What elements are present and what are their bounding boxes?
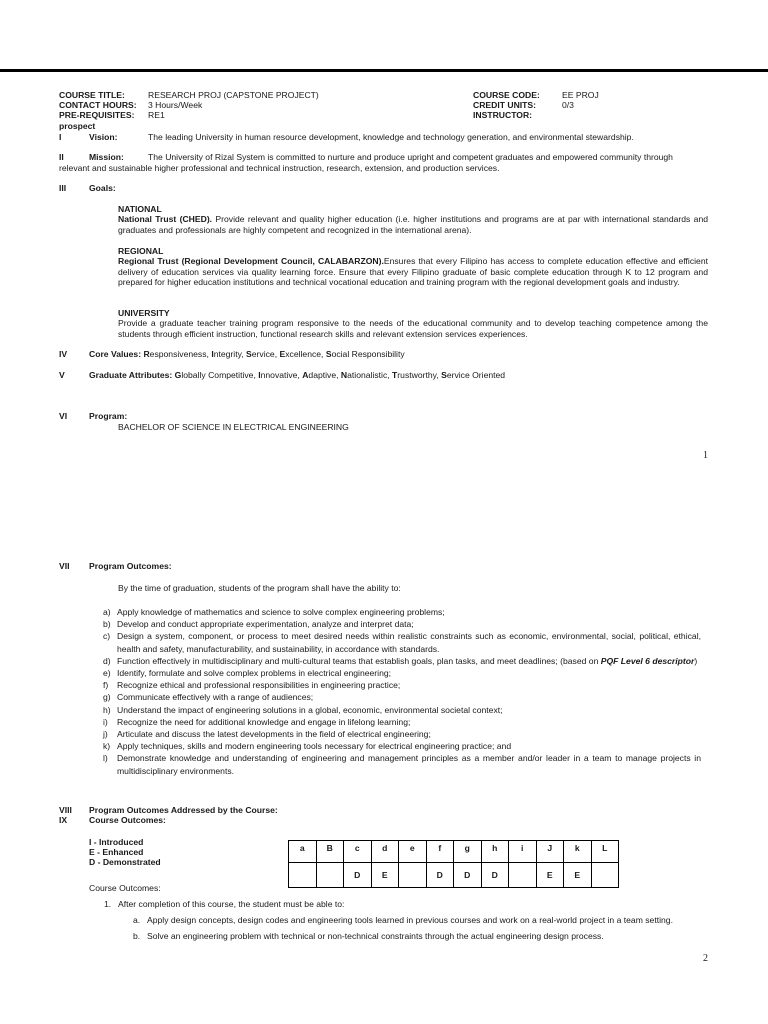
program-name: BACHELOR OF SCIENCE IN ELECTRICAL ENGINEERING <box>118 422 349 432</box>
table-cell: E <box>536 863 564 888</box>
table-cell: E <box>371 863 399 888</box>
table-header-cell: a <box>289 841 317 863</box>
program-title: Program: <box>89 411 128 421</box>
table-header-cell: L <box>591 841 619 863</box>
course-outcome-mark: b. <box>133 931 141 941</box>
prereq-label: PRE-REQUISITES: <box>59 110 135 120</box>
header-rule <box>0 69 768 72</box>
course-outcome-a: Apply design concepts, design codes and engineering tools learned in previous courses and work on a real-world project in a team setting. <box>147 915 673 925</box>
grad-attr-item: Globally Competitive <box>174 370 254 380</box>
table-cell <box>399 863 427 888</box>
core-values-number: IV <box>59 349 68 359</box>
mission-title: Mission: <box>89 152 124 162</box>
list-item: c) Design a system, component, or process to meet desired needs within realistic constraints such as economic, environmental, social, political, ethical, health and safety, manufacturability, and sustainability, in accordance with standards. <box>103 631 701 654</box>
grad-attr-item: Nationalistic <box>340 370 388 380</box>
core-values-title: Core Values: <box>89 349 142 359</box>
table-cell <box>591 863 619 888</box>
program-outcomes-title: Program Outcomes: <box>89 561 172 571</box>
prereq: RE1 <box>148 110 165 120</box>
table-header-cell: k <box>564 841 592 863</box>
table-header-cell: h <box>481 841 509 863</box>
table-cell <box>509 863 537 888</box>
table-cell: D <box>454 863 482 888</box>
core-value-item: Excellence <box>279 349 322 359</box>
mission-text-line1: The University of Rizal System is committed to nurture and produce upright and competent graduates and empowered community through <box>148 152 673 162</box>
university-text: Provide a graduate teacher training program responsive to the needs of the educational community and to develop teaching competence among the students through efficient instruction, functional research skills and relevant extension services experiences. <box>118 318 708 339</box>
table-row <box>289 863 619 888</box>
list-item: e) Identify, formulate and solve complex problems in electrical engineering; <box>103 668 392 679</box>
instructor-label: INSTRUCTOR: <box>473 110 533 120</box>
addressed-title: Program Outcomes Addressed by the Course: <box>89 805 278 815</box>
course-outcomes-number: IX <box>59 815 68 825</box>
course-code-label: COURSE CODE: <box>473 90 540 100</box>
course-outcomes-label: Course Outcomes: <box>89 883 161 893</box>
table-cell <box>316 863 344 888</box>
list-item: h) Understand the impact of engineering solutions in a global, economic, environmental societal context; <box>103 704 503 715</box>
grad-attr-item: Service Oriented <box>441 370 506 380</box>
credit-units-label: CREDIT UNITS: <box>473 100 537 110</box>
grad-attr-title: Graduate Attributes: <box>89 370 173 380</box>
grad-attr-line: Graduate Attributes: Globally Competitive, Innovative, Adaptive, Nationalistic, Trustworthy, Service Oriented <box>89 370 506 380</box>
list-item: k) Apply techniques, skills and modern engineering tools necessary for electrical engineering practice; and <box>103 741 512 752</box>
course-code: EE PROJ <box>562 90 599 100</box>
core-value-item: Responsiveness <box>143 349 207 359</box>
table-cell: D <box>344 863 372 888</box>
table-header-cell: J <box>536 841 564 863</box>
mission-number: II <box>59 152 64 162</box>
vision-title: Vision: <box>89 132 118 142</box>
core-values-line: Core Values: Responsiveness, Integrity, Service, Excellence, Social Responsibility <box>89 349 405 359</box>
prereq-wrap: prospect <box>59 121 96 131</box>
national-heading: NATIONAL <box>118 204 162 214</box>
table-header-cell: B <box>316 841 344 863</box>
goals-title: Goals: <box>89 183 116 193</box>
outcome-mapping-table <box>288 840 619 888</box>
regional-paragraph <box>118 256 708 288</box>
list-item: l) Demonstrate knowledge and understanding of engineering and management principles as a member and/or leader in a team to manage projects in multidisciplinary environments. <box>103 753 701 776</box>
course-outcome-mark: a. <box>133 915 141 925</box>
course-outcomes-title: Course Outcomes: <box>89 815 166 825</box>
core-value-item: Service <box>246 349 275 359</box>
legend-introduced: I - Introduced <box>89 837 144 847</box>
grad-attr-item: Innovative <box>258 370 298 380</box>
regional-lead: Regional Trust (Regional Development Council, CALABARZON). <box>118 256 384 266</box>
list-item: d) Function effectively in multidisciplinary and multi-cultural teams that establish goals, plan tasks, and meet deadlines; (based on PQF Level 6 descriptor) <box>103 655 698 666</box>
page-number-2: 2 <box>703 953 708 964</box>
university-heading: UNIVERSITY <box>118 308 170 318</box>
list-item: i) Recognize the need for additional knowledge and engage in lifelong learning; <box>103 716 411 727</box>
contact-hours: 3 Hours/Week <box>148 100 203 110</box>
national-text: Provide relevant and quality higher education (i.e. higher institutions and programs are at par with international standards and graduates and professionals are highly competent and recognized in the international arena). <box>118 214 709 235</box>
page-number-1: 1 <box>703 450 708 461</box>
vision-text: The leading University in human resource development, knowledge and technology generation, and environmental stewardship. <box>148 132 634 142</box>
course-title: RESEARCH PROJ (CAPSTONE PROJECT) <box>148 90 319 100</box>
list-item: f) Recognize ethical and professional responsibilities in engineering practice; <box>103 680 401 691</box>
legend-enhanced: E - Enhanced <box>89 847 144 857</box>
vision-number: I <box>59 132 62 142</box>
contact-hours-label: CONTACT HOURS: <box>59 100 137 110</box>
regional-text: Ensures that every Filipino has access to complete education effective and efficient delivery of education services via quality learning force. Ensure that every Filipino graduate of basic complete education through K to 12 program and prepared for higher education institutions and technical vocational education and training program with the regional development goals and industry. <box>118 256 708 288</box>
national-paragraph <box>118 214 708 235</box>
program-outcomes-number: VII <box>59 561 70 571</box>
course-outcome-b: Solve an engineering problem with technical or non-technical constraints through the actual engineering design process. <box>147 931 604 941</box>
list-item: j) Articulate and discuss the latest developments in the field of electrical engineering; <box>103 729 431 740</box>
table-header-cell: e <box>399 841 427 863</box>
program-outcomes-list <box>89 606 701 777</box>
table-cell <box>289 863 317 888</box>
course-outcomes-lead-number: 1. <box>104 899 112 909</box>
table-header-cell: d <box>371 841 399 863</box>
list-item: a) Apply knowledge of mathematics and science to solve complex engineering problems; <box>103 607 445 617</box>
grad-attr-item: Adaptive <box>302 370 337 380</box>
course-outcomes-lead: After completion of this course, the student must be able to: <box>118 899 345 909</box>
national-lead: National Trust (CHED). <box>118 214 213 224</box>
mission-text-line2: relevant and sustainable higher professional and technical instruction, research, extension, and production services. <box>59 163 500 173</box>
table-header-cell: f <box>426 841 454 863</box>
grad-attr-number: V <box>59 370 65 380</box>
core-value-item: Social Responsibility <box>325 349 405 359</box>
list-item: b) Develop and conduct appropriate experimentation, analyze and interpret data; <box>103 619 414 630</box>
core-value-item: Integrity <box>211 349 242 359</box>
goals-number: III <box>59 183 67 193</box>
addressed-number: VIII <box>59 805 72 815</box>
course-title-label: COURSE TITLE: <box>59 90 125 100</box>
legend-demonstrated: D - Demonstrated <box>89 857 161 867</box>
table-cell: D <box>426 863 454 888</box>
table-cell: E <box>564 863 592 888</box>
program-number: VI <box>59 411 68 421</box>
table-cell: D <box>481 863 509 888</box>
credit-units: 0/3 <box>562 100 574 110</box>
program-outcomes-intro: By the time of graduation, students of the program shall have the ability to: <box>118 583 401 593</box>
table-header-cell: c <box>344 841 372 863</box>
table-header-cell: g <box>454 841 482 863</box>
table-header-row <box>289 841 619 863</box>
list-item: g) Communicate effectively with a range of audiences; <box>103 692 314 703</box>
regional-heading: REGIONAL <box>118 246 164 256</box>
table-header-cell: i <box>509 841 537 863</box>
grad-attr-item: Trustworthy <box>392 370 437 380</box>
